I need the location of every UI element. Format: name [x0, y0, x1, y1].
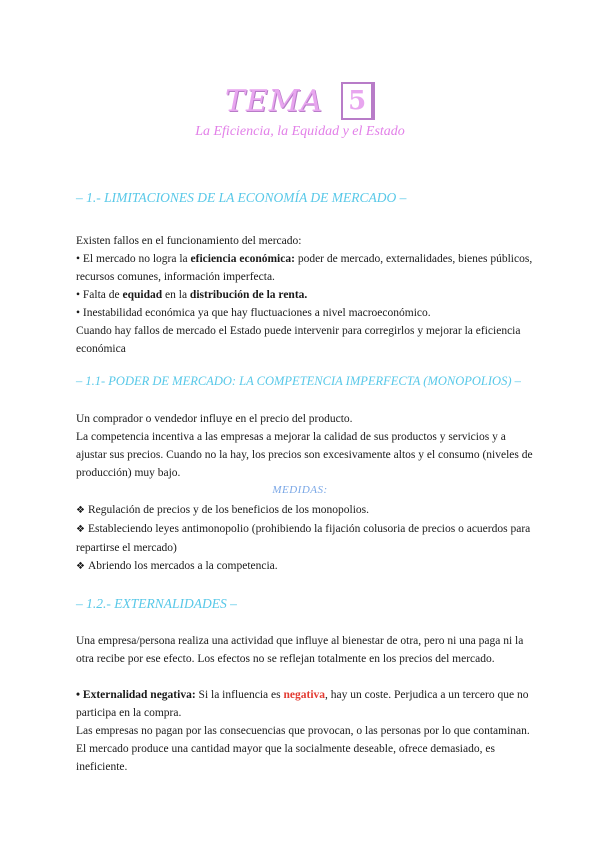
bullet-text: en la	[162, 289, 190, 301]
bold-term: eficiencia económica:	[190, 253, 295, 265]
section-1-bullet-efficiency	[76, 250, 536, 286]
diamond-bullet-icon: ❖	[76, 524, 85, 535]
section-1-1-p1: Un comprador o vendedor influye en el precio del producto.	[76, 413, 353, 425]
section-heading-1: – 1.- LIMITACIONES DE LA ECONOMÍA DE MERCADO –	[76, 190, 407, 205]
bullet-text: • Falta de	[76, 289, 123, 301]
tema-title: TEMA	[224, 83, 324, 119]
list-item	[76, 501, 536, 520]
bold-term: distribución de la renta.	[189, 289, 308, 301]
medidas-label: MEDIDAS:	[272, 484, 328, 496]
section-heading-1-2: – 1.2.- EXTERNALIDADES –	[76, 596, 237, 611]
bold-term: • Externalidad negativa:	[76, 689, 196, 701]
list-item	[76, 557, 536, 576]
list-item-text: Regulación de precios y de los beneficios de los monopolios.	[87, 504, 370, 516]
negative-externality-line	[76, 686, 536, 722]
section-heading-1-1: – 1.1- PODER DE MERCADO: LA COMPETENCIA IMPERFECTA (MONOPOLIOS) –	[76, 374, 521, 388]
section-1-conclusion: Cuando hay fallos de mercado el Estado puede intervenir para corregirlos y mejorar la eficiencia económica	[76, 325, 521, 355]
medidas-list	[76, 501, 536, 576]
section-1-2-negative	[76, 686, 536, 776]
tema-number-box: 5	[341, 82, 375, 120]
list-item-text: Estableciendo leyes antimonopolio (prohibiendo la fijación colusoria de precios o acuerdos para repartirse el mercado)	[76, 523, 531, 554]
title-row	[0, 82, 600, 120]
bullet-text: • El mercado no logra la	[76, 253, 191, 265]
chapter-subtitle: La Eficiencia, la Equidad y el Estado	[195, 124, 405, 139]
diamond-bullet-icon: ❖	[76, 561, 85, 572]
text: , hay un coste. Perjudica a un tercero que no participa en la compra.	[76, 689, 529, 719]
section-1-2-p3: El mercado produce una cantidad mayor que la socialmente deseable, ofrece demasiado, es ineficiente.	[76, 743, 495, 773]
diamond-bullet-icon: ❖	[76, 505, 85, 516]
section-1-bullet-equity	[76, 286, 536, 304]
section-1-1-body	[76, 410, 536, 482]
section-1-intro: Existen fallos en el funcionamiento del mercado:	[76, 235, 302, 247]
section-1-2-p2: Las empresas no pagan por las consecuencias que provocan, o las personas por lo que contaminan.	[76, 725, 530, 737]
bold-term: equidad	[122, 289, 163, 301]
section-1-2-p1: Una empresa/persona realiza una actividad que influye al bienestar de otra, pero ni una paga ni la otra recibe por ese efecto. Los efectos no se reflejan totalmente en los precios del mercado.	[76, 635, 524, 665]
bullet-text: poder de mercado, externalidades, bienes públicos, recursos comunes, información imperfecta.	[76, 253, 533, 283]
list-item-text: Abriendo los mercados a la competencia.	[87, 560, 278, 572]
section-1-1-p2: La competencia incentiva a las empresas a mejorar la calidad de sus productos y servicios y a ajustar sus precios. Cuando no la hay, los precios son excesivamente altos y el consumo (niveles de producción) muy bajo.	[76, 431, 533, 479]
negative-highlight: negativa	[283, 689, 326, 701]
section-1-body	[76, 232, 536, 358]
list-item	[76, 520, 536, 557]
text: Si la influencia es	[195, 689, 284, 701]
section-1-bullet-instability: • Inestabilidad económica ya que hay fluctuaciones a nivel macroeconómico.	[76, 307, 431, 319]
section-1-2-intro	[76, 632, 536, 668]
